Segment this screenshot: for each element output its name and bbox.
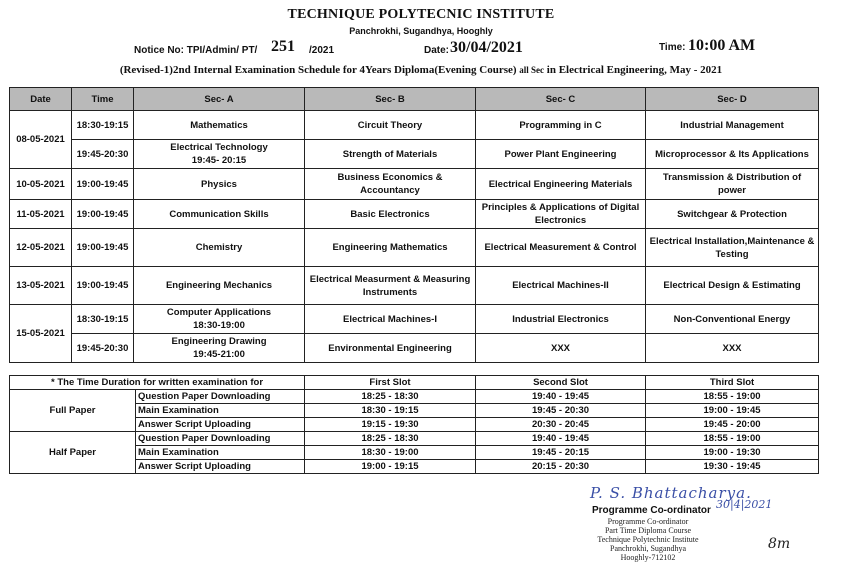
time-slot-table [9,375,819,474]
header-date: Date [10,88,72,111]
exam-schedule-table [9,87,819,363]
date-label: Date: [424,45,450,56]
handwritten-date: 30|4|2021 [716,498,773,511]
activity-cell: Answer Script Uploading [136,460,305,474]
time-cell: 18:30-19:15 [72,305,134,334]
sec-c-cell: Electrical Engineering Materials [476,169,646,200]
sec-b-cell: Engineering Mathematics [305,229,476,267]
stamp-line: Hooghly-712102 [620,553,676,562]
sec-b-cell: Electrical Machines-I [305,305,476,334]
slot-cell: 18:25 - 18:30 [305,390,476,404]
activity-cell: Question Paper Downloading [136,390,305,404]
institute-address: Panchrokhi, Sugandhya, Hooghly [349,26,493,36]
slot-cell: 20:30 - 20:45 [476,418,646,432]
sec-a-cell: Physics [134,169,305,200]
notice-number: 251 [271,38,295,55]
slot-cell: 19:15 - 19:30 [305,418,476,432]
notice-label: Notice No: TPI/Admin/ PT/ [134,45,258,56]
time-cell: 19:45-20:30 [72,334,134,363]
handwritten-signature: P. S. Bhattacharya. [590,484,752,502]
slot-cell: 19:40 - 19:45 [476,432,646,446]
header-sec-a: Sec- A [134,88,305,111]
slot-cell: 19:00 - 19:45 [646,404,819,418]
sec-c-cell: Industrial Electronics [476,305,646,334]
slot-note: * The Time Duration for written examination for [10,376,305,390]
table-row [10,200,819,229]
stamp-line: Technique Polytechnic Institute [597,535,699,544]
date-cell: 15-05-2021 [10,305,72,363]
sec-c-cell: XXX [476,334,646,363]
slot-header-first: First Slot [305,376,476,390]
slot-row [10,390,819,404]
activity-cell: Main Examination [136,446,305,460]
sec-d-cell: Microprocessor & Its Applications [646,140,819,169]
slot-header-row [10,376,819,390]
slot-cell: 19:45 - 20:15 [476,446,646,460]
sec-d-cell: Electrical Design & Estimating [646,267,819,305]
table-header-row [10,88,819,111]
sec-b-cell: Business Economics & Accountancy [305,169,476,200]
time-cell: 19:00-19:45 [72,229,134,267]
time-cell: 19:45-20:30 [72,140,134,169]
date-cell: 11-05-2021 [10,200,72,229]
date-cell: 08-05-2021 [10,111,72,169]
group-full-paper: Full Paper [10,390,136,432]
time-value: 10:00 AM [688,37,756,54]
sec-b-cell: Strength of Materials [305,140,476,169]
slot-cell: 19:40 - 19:45 [476,390,646,404]
table-row [10,334,819,363]
activity-cell: Main Examination [136,404,305,418]
sec-c-cell: Electrical Machines-II [476,267,646,305]
slot-header-second: Second Slot [476,376,646,390]
slot-cell: 20:15 - 20:30 [476,460,646,474]
coordinator-title: Programme Co-ordinator [592,505,711,516]
sec-d-cell: Non-Conventional Energy [646,305,819,334]
header-sec-b: Sec- B [305,88,476,111]
table-row [10,267,819,305]
schedule-subtitle [0,64,842,76]
sec-d-cell: Switchgear & Protection [646,200,819,229]
slot-row [10,432,819,446]
sec-a-cell: Computer Applications 18:30-19:00 [134,305,305,334]
handwritten-initials: 8m [768,536,791,552]
table-row [10,140,819,169]
slot-cell: 18:55 - 19:00 [646,432,819,446]
sec-a-cell: Mathematics [134,111,305,140]
slot-header-third: Third Slot [646,376,819,390]
sec-d-cell: Industrial Management [646,111,819,140]
sec-c-cell: Power Plant Engineering [476,140,646,169]
sec-c-cell: Principles & Applications of Digital Electronics [476,200,646,229]
time-cell: 18:30-19:15 [72,111,134,140]
sec-a-cell: Electrical Technology 19:45- 20:15 [134,140,305,169]
header-time: Time [72,88,134,111]
time-cell: 19:00-19:45 [72,169,134,200]
table-row [10,305,819,334]
table-row [10,169,819,200]
slot-cell: 19:30 - 19:45 [646,460,819,474]
subtitle-end: in Electrical Engineering, May - 2021 [546,64,723,76]
group-half-paper: Half Paper [10,432,136,474]
sec-a-cell: Engineering Mechanics [134,267,305,305]
date-cell: 13-05-2021 [10,267,72,305]
table-row [10,229,819,267]
slot-cell: 18:30 - 19:15 [305,404,476,418]
slot-cell: 19:00 - 19:30 [646,446,819,460]
sec-d-cell: Transmission & Distribution of power [646,169,819,200]
sec-c-cell: Electrical Measurement & Control [476,229,646,267]
date-cell: 10-05-2021 [10,169,72,200]
sec-d-cell: XXX [646,334,819,363]
date-value: 30/04/2021 [450,39,523,56]
sec-a-cell: Engineering Drawing 19:45-21:00 [134,334,305,363]
subtitle-sections: all Sec [519,65,545,75]
subtitle-main: (Revised-1)2nd Internal Examination Schedule for 4Years Diploma(Evening Course) [119,64,517,76]
date-cell: 12-05-2021 [10,229,72,267]
slot-cell: 19:00 - 19:15 [305,460,476,474]
slot-cell: 19:45 - 20:00 [646,418,819,432]
sec-c-cell: Programming in C [476,111,646,140]
sec-a-cell: Chemistry [134,229,305,267]
sec-d-cell: Electrical Installation,Maintenance & Testing [646,229,819,267]
notice-year: /2021 [309,45,335,56]
header-sec-d: Sec- D [646,88,819,111]
sec-b-cell: Environmental Engineering [305,334,476,363]
institute-name: TECHNIQUE POLYTECNIC INSTITUTE [287,7,555,22]
time-label: Time: [659,42,686,53]
slot-cell: 18:30 - 19:00 [305,446,476,460]
sec-b-cell: Electrical Measurment & Measuring Instruments [305,267,476,305]
time-cell: 19:00-19:45 [72,267,134,305]
time-cell: 19:00-19:45 [72,200,134,229]
stamp-line: Programme Co-ordinator [607,517,689,526]
sec-a-cell: Communication Skills [134,200,305,229]
sec-b-cell: Circuit Theory [305,111,476,140]
slot-cell: 18:55 - 19:00 [646,390,819,404]
stamp-line: Part Time Diploma Course [604,526,691,535]
slot-cell: 18:25 - 18:30 [305,432,476,446]
slot-cell: 19:45 - 20:30 [476,404,646,418]
activity-cell: Question Paper Downloading [136,432,305,446]
official-stamp [578,517,718,562]
activity-cell: Answer Script Uploading [136,418,305,432]
table-row [10,111,819,140]
header-sec-c: Sec- C [476,88,646,111]
sec-b-cell: Basic Electronics [305,200,476,229]
stamp-line: Panchrokhi, Sugandhya [610,544,686,553]
